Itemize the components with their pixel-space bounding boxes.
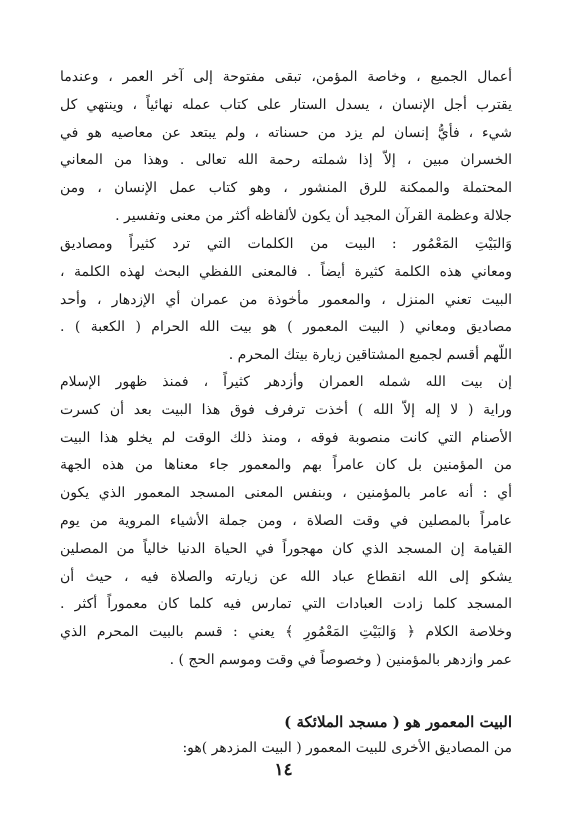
paragraph-3 (60, 369, 512, 675)
text-line: المسجد كلما زادت العبادات التي تمارس فيه كلما كان معموراً أكثر . (60, 596, 512, 613)
text-line: من المؤمنين بل كان عامراً بهم والمعمور جاء معناها من هذه الجهة (60, 457, 512, 474)
text-line: مصاديق ومعاني ( البيت المعمور ) هو بيت الله الحرام ( الكعبة ) . (60, 319, 512, 336)
text-line: أعمال الجميع ، وخاصة المؤمن، تبقى مفتوحة إلى آخر العمر ، وعندما (60, 69, 512, 85)
text-line: وراية ( لا إله إلاّ الله ) أخذت ترفرف فوق هذا البيت بعد أن كسرت (60, 401, 512, 418)
text-line: إن بيت الله شمله العمران وأزدهر كثيراً ، فمنذ ظهور الإسلام (60, 374, 512, 390)
paragraph-1 (60, 64, 512, 231)
text-line: عمر وازدهر بالمؤمنين ( وخصوصاً في وقت وموسم الحج ) . (169, 651, 512, 668)
paragraph-2 (60, 231, 512, 370)
text-line: شيء ، فأيُّ إنسان لم يزد من حسناته ، ولم يبتعد عن معاصيه هو في (60, 124, 512, 141)
section-heading: البيت المعمور هو ( مسجد الملائكة ) (284, 713, 512, 731)
text-line: ومعاني هذه الكلمة كثيرة أيضاً . فالمعنى اللفظي البحث لهذه الكلمة ، (60, 263, 512, 280)
text-line: الأصنام التي كانت منصوبة فوقه ، ومنذ ذلك الوقت لم يخلو هذا البيت (60, 429, 512, 446)
text-line: القيامة إن المسجد الذي كان مهجوراً في الحياة الدنيا خالياً من المصلين (60, 540, 512, 557)
text-line: وَالبَيْتِ المَعْمُور : البيت من الكلمات التي ترد كثيراً ومصاديق (60, 236, 512, 252)
text-line: وخلاصة الكلام ﴿ وَالبَيْتِ المَعْمُورِ ﴾ يعني : قسم بالبيت المحرم الذي (60, 624, 512, 641)
text-line: من المصاديق الأخرى للبيت المعمور ( البيت المزدهر )هو: (182, 740, 512, 756)
text-line: اللّهم أقسم لجميع المشتاقين زيارة بيتك المحرم . (228, 347, 512, 364)
text-line: عامراً بالمصلين في وقت الصلاة ، ومن جملة الأشياء المروية من يوم (60, 512, 512, 529)
text-line: المحتملة والممكنة للرق المنشور ، وهو كتاب عمل الإنسان ، ومن (60, 180, 512, 197)
text-line: البيت تعني المنزل ، والمعمور مأخوذة من عمران أي الإزدهار ، وأحد (60, 291, 512, 308)
text-line: جلالة وعظمة القرآن المجيد أن يكون لألفاظه أكثر من معنى وتفسير . (115, 207, 512, 224)
text-line: يشكو إلى الله انقطاع عباد الله عن زيارته والصلاة فيه ، حيث أن (60, 568, 512, 585)
paragraph-4 (60, 735, 512, 763)
text-line: يقترب أجل الإنسان ، يسدل الستار على كتاب عمله نهائياً ، وينتهي كل (60, 96, 512, 113)
text-line: أي : أنه عامر بالمؤمنين ، وبنفس المعنى المسجد المعمور الذي يكون (60, 485, 512, 502)
page-number: ١٤ (274, 760, 293, 780)
text-line: الخسران مبين ، إلاّ إذا شملته رحمة الله تعالى . وهذا من المعاني (60, 152, 512, 169)
